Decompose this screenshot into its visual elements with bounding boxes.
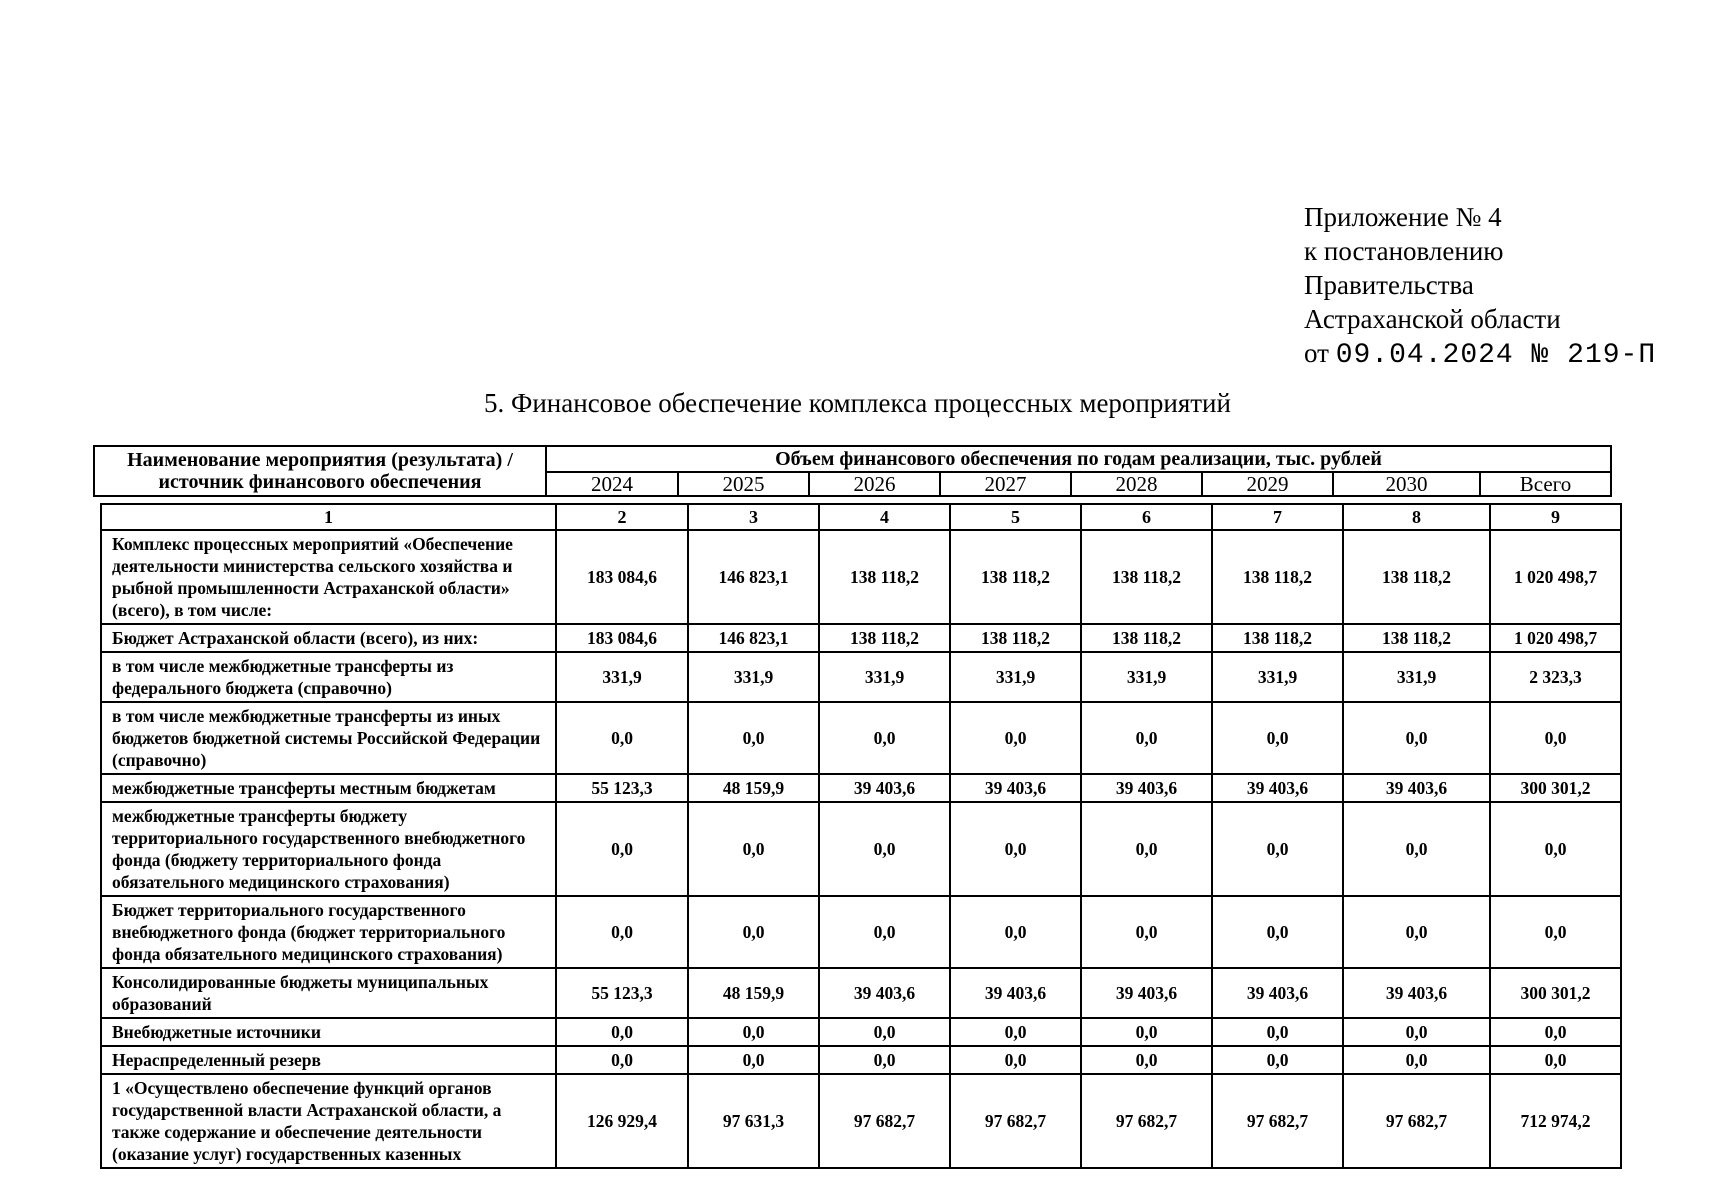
row-value-cell: 39 403,6 [819,774,950,802]
row-name-cell: Бюджет Астраханской области (всего), из них: [101,624,556,652]
table-row [101,802,1621,896]
row-value-cell: 0,0 [819,702,950,774]
column-index-cell: 1 [101,504,556,530]
row-value-cell: 0,0 [1081,1046,1212,1074]
row-value-cell: 0,0 [556,702,688,774]
row-value-cell: 0,0 [1343,802,1490,896]
column-index-cell: 2 [556,504,688,530]
table-row [101,652,1621,702]
row-value-cell: 0,0 [556,1046,688,1074]
column-index-cell: 7 [1212,504,1343,530]
column-index-cell: 6 [1081,504,1212,530]
row-name-cell: в том числе межбюджетные трансферты из федерального бюджета (справочно) [101,652,556,702]
row-value-cell: 138 118,2 [819,624,950,652]
row-value-cell: 39 403,6 [950,774,1081,802]
table-row [101,1074,1621,1168]
row-value-cell: 146 823,1 [688,530,819,624]
row-value-cell: 0,0 [950,802,1081,896]
row-value-cell: 126 929,4 [556,1074,688,1168]
row-name-cell: в том числе межбюджетные трансферты из иных бюджетов бюджетной системы Российской Федерации (справочно) [101,702,556,774]
row-value-cell: 0,0 [1490,896,1621,968]
row-value-cell: 300 301,2 [1490,968,1621,1018]
row-name-cell: Внебюджетные источники [101,1018,556,1046]
row-value-cell: 0,0 [1212,896,1343,968]
header-year-cell: 2027 [940,472,1071,496]
appendix-line-1: Приложение № 4 [1304,202,1502,232]
header-year-cell: 2029 [1202,472,1333,496]
row-value-cell: 0,0 [688,1046,819,1074]
row-value-cell: 1 020 498,7 [1490,530,1621,624]
row-value-cell: 138 118,2 [1081,530,1212,624]
header-year-cell: 2028 [1071,472,1202,496]
row-value-cell: 97 631,3 [688,1074,819,1168]
row-value-cell: 138 118,2 [1343,530,1490,624]
row-value-cell: 97 682,7 [1343,1074,1490,1168]
column-index-cell: 5 [950,504,1081,530]
row-value-cell: 39 403,6 [1081,968,1212,1018]
row-value-cell: 39 403,6 [1343,968,1490,1018]
row-value-cell: 138 118,2 [950,530,1081,624]
row-name-cell: Консолидированные бюджеты муниципальных образований [101,968,556,1018]
row-value-cell: 39 403,6 [950,968,1081,1018]
row-value-cell: 39 403,6 [1343,774,1490,802]
header-year-cell: 2030 [1333,472,1480,496]
row-value-cell: 138 118,2 [950,624,1081,652]
table-row [101,774,1621,802]
row-name-cell: Бюджет территориального государственного внебюджетного фонда (бюджет территориального фонда обязательного медицинского страхования) [101,896,556,968]
table-row [101,530,1621,624]
row-value-cell: 0,0 [1343,896,1490,968]
row-value-cell: 0,0 [1212,1018,1343,1046]
row-value-cell: 0,0 [1490,1046,1621,1074]
row-value-cell: 712 974,2 [1490,1074,1621,1168]
table-row [101,1018,1621,1046]
row-value-cell: 0,0 [1343,1018,1490,1046]
row-value-cell: 0,0 [556,1018,688,1046]
row-value-cell: 0,0 [819,896,950,968]
row-value-cell: 0,0 [688,1018,819,1046]
row-value-cell: 1 020 498,7 [1490,624,1621,652]
row-value-cell: 0,0 [819,802,950,896]
row-value-cell: 97 682,7 [950,1074,1081,1168]
row-value-cell: 0,0 [950,1046,1081,1074]
row-value-cell: 0,0 [819,1046,950,1074]
header-name-column: Наименование мероприятия (результата) / источник финансового обеспечения [94,446,546,496]
row-value-cell: 0,0 [1212,1046,1343,1074]
row-value-cell: 300 301,2 [1490,774,1621,802]
column-index-cell: 9 [1490,504,1621,530]
appendix-block [1304,200,1656,373]
row-value-cell: 138 118,2 [1212,624,1343,652]
row-value-cell: 55 123,3 [556,774,688,802]
row-value-cell: 331,9 [556,652,688,702]
row-value-cell: 183 084,6 [556,530,688,624]
row-value-cell: 0,0 [950,896,1081,968]
row-name-cell: Нераспределенный резерв [101,1046,556,1074]
column-index-cell: 8 [1343,504,1490,530]
row-value-cell: 331,9 [1212,652,1343,702]
date-prefix: от [1304,338,1329,368]
appendix-date-line [1304,336,1656,373]
row-value-cell: 97 682,7 [1081,1074,1212,1168]
row-value-cell: 331,9 [1343,652,1490,702]
table-row [101,702,1621,774]
table-header [93,445,1612,497]
row-value-cell: 0,0 [688,702,819,774]
row-value-cell: 97 682,7 [819,1074,950,1168]
row-name-cell: межбюджетные трансферты бюджету территориального государственного внебюджетного фонда (бюджету территориального фонда обязательного медицинского страхования) [101,802,556,896]
row-value-cell: 331,9 [819,652,950,702]
header-funding-group: Объем финансового обеспечения по годам реализации, тыс. рублей [546,446,1611,472]
row-value-cell: 138 118,2 [1081,624,1212,652]
row-value-cell: 138 118,2 [1212,530,1343,624]
row-value-cell: 0,0 [1490,802,1621,896]
row-value-cell: 0,0 [1490,1018,1621,1046]
row-value-cell: 0,0 [1081,702,1212,774]
document-title: 5. Финансовое обеспечение комплекса процессных мероприятий [484,388,1231,418]
row-value-cell: 48 159,9 [688,774,819,802]
header-year-cell: 2024 [546,472,678,496]
row-value-cell: 0,0 [1490,702,1621,774]
table-row [101,624,1621,652]
row-value-cell: 0,0 [819,1018,950,1046]
row-value-cell: 0,0 [1081,1018,1212,1046]
row-value-cell: 2 323,3 [1490,652,1621,702]
row-name-cell: 1 «Осуществлено обеспечение функций органов государственной власти Астраханской области, а также содержание и обеспечение деятельности (оказание услуг) государственных казенных [101,1074,556,1168]
row-value-cell: 39 403,6 [1212,774,1343,802]
column-index-cell: 4 [819,504,950,530]
row-value-cell: 0,0 [1212,802,1343,896]
row-value-cell: 0,0 [1081,896,1212,968]
table-row [101,1046,1621,1074]
row-value-cell: 48 159,9 [688,968,819,1018]
row-value-cell: 0,0 [556,802,688,896]
row-value-cell: 97 682,7 [1212,1074,1343,1168]
row-value-cell: 138 118,2 [819,530,950,624]
row-value-cell: 0,0 [1343,1046,1490,1074]
row-value-cell: 146 823,1 [688,624,819,652]
appendix-line-3: Правительства [1304,270,1474,300]
row-value-cell: 0,0 [950,1018,1081,1046]
row-value-cell: 39 403,6 [1212,968,1343,1018]
appendix-line-2: к постановлению [1304,236,1504,266]
row-value-cell: 138 118,2 [1343,624,1490,652]
appendix-line-4: Астраханской области [1304,304,1561,334]
row-name-cell: межбюджетные трансферты местным бюджетам [101,774,556,802]
header-year-cell: 2025 [678,472,809,496]
row-value-cell: 55 123,3 [556,968,688,1018]
table-row [101,896,1621,968]
row-value-cell: 331,9 [688,652,819,702]
row-value-cell: 0,0 [1343,702,1490,774]
row-value-cell: 0,0 [1081,802,1212,896]
column-index-row [101,504,1621,530]
header-year-cell: 2026 [809,472,940,496]
row-value-cell: 0,0 [950,702,1081,774]
row-value-cell: 183 084,6 [556,624,688,652]
table-row [101,968,1621,1018]
row-value-cell: 331,9 [950,652,1081,702]
row-name-cell: Комплекс процессных мероприятий «Обеспечение деятельности министерства сельского хозяйства и рыбной промышленности Астраханской области» (всего), в том числе: [101,530,556,624]
column-index-cell: 3 [688,504,819,530]
row-value-cell: 331,9 [1081,652,1212,702]
row-value-cell: 0,0 [556,896,688,968]
row-value-cell: 0,0 [1212,702,1343,774]
header-year-cell: Всего [1480,472,1611,496]
date-number: 09.04.2024 № 219-П [1335,340,1657,371]
row-value-cell: 39 403,6 [819,968,950,1018]
row-value-cell: 0,0 [688,802,819,896]
row-value-cell: 0,0 [688,896,819,968]
row-value-cell: 39 403,6 [1081,774,1212,802]
funding-table [100,503,1622,1169]
